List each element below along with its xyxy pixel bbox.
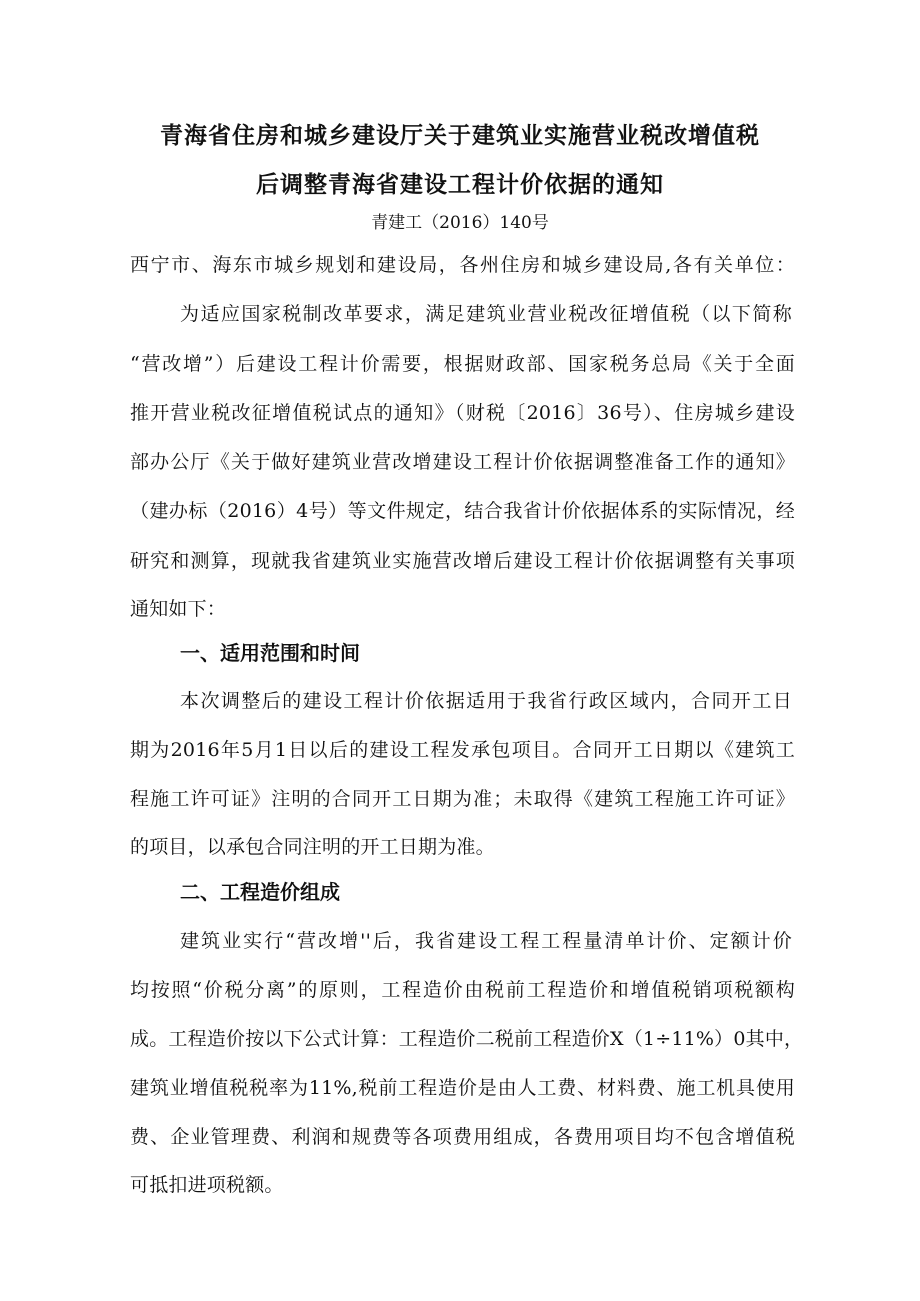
section-2-line: 可抵扣进项税额。: [130, 1174, 284, 1196]
intro-line: “营改增”）后建设工程计价需要，根据财政部、国家税务总局《关于全面: [130, 353, 795, 375]
section-1-line: 的项目，以承包合同注明的开工日期为准。: [130, 836, 495, 858]
section-2-heading: 二、工程造价组成: [180, 880, 340, 904]
section-2-line: 费、企业管理费、利润和规费等各项费用组成，各费用项目均不包含增值税: [130, 1126, 795, 1148]
section-2-line: 成。工程造价按以下公式计算：工程造价二税前工程造价X（1÷11%）0其中，: [130, 1028, 804, 1050]
section-1-line: 本次调整后的建设工程计价依据适用于我省行政区域内，合同开工日: [180, 690, 792, 712]
intro-line: （建办标（2016）4号）等文件规定，结合我省计价依据体系的实际情况，经: [130, 500, 795, 522]
document-number: 青建工（2016）140号: [371, 213, 549, 233]
section-1-heading: 一、适用范围和时间: [180, 641, 360, 665]
intro-line: 部办公厅《关于做好建筑业营改增建设工程计价依据调整准备工作的通知》: [130, 451, 795, 473]
intro-line: 通知如下：: [130, 598, 227, 620]
section-2-line: 建筑业实行“营改增''后，我省建设工程工程量清单计价、定额计价: [180, 930, 792, 952]
section-1-line: 程施工许可证》注明的合同开工日期为准；未取得《建筑工程施工许可证》: [130, 788, 795, 810]
intro-line: 研究和测算，现就我省建筑业实施营改增后建设工程计价依据调整有关事项: [130, 550, 795, 572]
title-line-1: 青海省住房和城乡建设厅关于建筑业实施营业税改增值税: [160, 122, 760, 149]
section-1-line: 期为2016年5月1日以后的建设工程发承包项目。合同开工日期以《建筑工: [130, 739, 795, 761]
intro-line: 推开营业税改征增值税试点的通知》（财税〔2016〕36号）、住房城乡建设: [130, 402, 795, 424]
salutation: 西宁市、海东市城乡规划和建设局，各州住房和城乡建设局,各有关单位：: [130, 254, 795, 276]
title-line-2: 后调整青海省建设工程计价依据的通知: [256, 171, 664, 198]
section-2-line: 均按照“价税分离”的原则，工程造价由税前工程造价和增值税销项税额构: [130, 979, 795, 1001]
section-2-line: 建筑业增值税税率为11%,税前工程造价是由人工费、材料费、施工机具使用: [130, 1077, 795, 1099]
intro-line: 为适应国家税制改革要求，满足建筑业营业税改征增值税（以下简称: [180, 303, 792, 325]
